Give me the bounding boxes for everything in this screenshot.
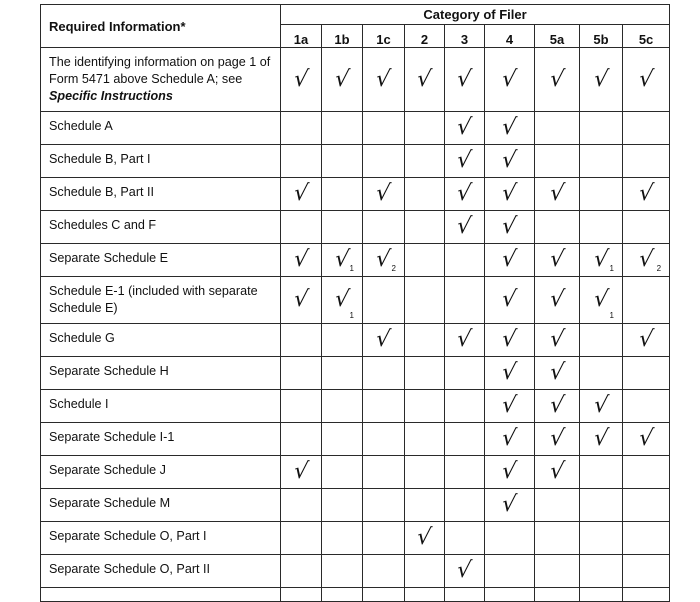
row-label (41, 456, 281, 489)
checkmark-icon: √ (500, 459, 519, 484)
check-cell-3 (445, 145, 485, 178)
check-cell-1c (363, 145, 405, 178)
checkmark-icon: √ (455, 66, 474, 92)
check-cell-5b (580, 522, 623, 555)
row-label (41, 112, 281, 145)
cutoff-cell (445, 588, 485, 602)
check-cell-5a (535, 112, 580, 145)
checkmark-icon: √ (292, 247, 310, 272)
checkmark-icon: √ (548, 360, 566, 385)
check-cell-2 (405, 390, 445, 423)
check-cell-3 (445, 244, 485, 277)
checkmark-icon: √ (292, 459, 310, 484)
checkmark-icon: √ (548, 459, 566, 484)
cutoff-cell (363, 588, 405, 602)
check-cell-5c (623, 244, 670, 277)
check-cell-3 (445, 178, 485, 211)
check-cell-4 (485, 456, 535, 489)
check-cell-5c (623, 178, 670, 211)
cutoff-cell (405, 588, 445, 602)
check-cell-3 (445, 211, 485, 244)
check-cell-5c (623, 277, 670, 324)
check-cell-1c (363, 178, 405, 211)
check-cell-1c (363, 522, 405, 555)
check-cell-5c (623, 390, 670, 423)
check-cell-1a (281, 489, 322, 522)
check-cell-5b (580, 178, 623, 211)
check-cell-5a (535, 211, 580, 244)
check-cell-5c (623, 423, 670, 456)
table-row (41, 211, 670, 244)
column-header-3: 3 (445, 25, 485, 48)
checkmark-icon: √ (455, 214, 474, 239)
check-cell-2 (405, 244, 445, 277)
check-cell-1a (281, 178, 322, 211)
cutoff-cell (281, 588, 322, 602)
footnote-number: 1 (349, 264, 354, 273)
column-header-5a: 5a (535, 25, 580, 48)
check-cell-2 (405, 112, 445, 145)
checkmark-icon: √ (415, 525, 434, 550)
check-cell-2 (405, 277, 445, 324)
table-row (41, 357, 670, 390)
table-row (41, 390, 670, 423)
row-label-text: Schedule B, Part I (49, 152, 151, 166)
checkmark-icon: √ (374, 66, 393, 92)
check-cell-2 (405, 48, 445, 112)
column-header-1b: 1b (322, 25, 363, 48)
checkmark-icon: √ (374, 181, 393, 206)
table-row (41, 423, 670, 456)
check-cell-1b (322, 211, 363, 244)
check-cell-1a (281, 456, 322, 489)
check-cell-5a (535, 522, 580, 555)
check-cell-5c (623, 48, 670, 112)
check-cell-2 (405, 423, 445, 456)
row-label-text: Separate Schedule O, Part I (49, 529, 207, 543)
row-label (41, 324, 281, 357)
check-cell-4 (485, 145, 535, 178)
checkmark-icon: √ (455, 327, 474, 352)
row-label-text: Separate Schedule E (49, 251, 169, 265)
check-cell-1b (322, 48, 363, 112)
row-label-text: Schedule E-1 (included with separate Schedule E) (49, 284, 258, 315)
checkmark-icon: √ (500, 214, 519, 239)
footnote-number: 1 (609, 264, 614, 273)
check-cell-3 (445, 324, 485, 357)
column-header-5c: 5c (623, 25, 670, 48)
row-label-text: Schedule B, Part II (49, 185, 155, 199)
check-cell-4 (485, 277, 535, 324)
check-cell-5a (535, 324, 580, 357)
checkmark-icon: √ (333, 247, 351, 272)
check-cell-1c (363, 211, 405, 244)
check-cell-1a (281, 423, 322, 456)
checkmark-icon: √ (548, 247, 566, 272)
checkmark-icon: √ (548, 287, 566, 312)
checkmark-icon: √ (500, 66, 519, 92)
table-row (41, 112, 670, 145)
check-cell-1b (322, 555, 363, 588)
check-cell-3 (445, 357, 485, 390)
checkmark-icon: √ (455, 181, 474, 206)
check-cell-5a (535, 244, 580, 277)
check-cell-3 (445, 48, 485, 112)
check-cell-5c (623, 522, 670, 555)
check-cell-1b (322, 390, 363, 423)
check-cell-1b (322, 145, 363, 178)
column-header-1c: 1c (363, 25, 405, 48)
check-cell-3 (445, 277, 485, 324)
checkmark-icon: √ (455, 115, 474, 140)
check-cell-4 (485, 211, 535, 244)
table-row (41, 178, 670, 211)
row-label (41, 489, 281, 522)
check-cell-5c (623, 489, 670, 522)
checkmark-icon: √ (500, 181, 519, 206)
table-row (41, 555, 670, 588)
check-cell-3 (445, 456, 485, 489)
checkmark-icon: √ (637, 426, 655, 451)
check-cell-1c (363, 277, 405, 324)
cutoff-cell (485, 588, 535, 602)
checkmark-icon: √ (500, 426, 519, 451)
checkmark-icon: √ (500, 287, 519, 312)
checkmark-icon: √ (500, 148, 519, 173)
row-label (41, 277, 281, 324)
check-cell-5c (623, 112, 670, 145)
cutoff-cell (535, 588, 580, 602)
checkmark-icon: √ (374, 247, 393, 272)
row-label-text: The identifying information on page 1 of Form 5471 above Schedule A; see (49, 55, 271, 86)
check-cell-2 (405, 211, 445, 244)
check-cell-3 (445, 112, 485, 145)
table-row (41, 48, 670, 112)
checkmark-icon: √ (592, 287, 610, 312)
checkmark-icon: √ (500, 327, 519, 352)
checkmark-icon: √ (500, 247, 519, 272)
check-cell-5b (580, 390, 623, 423)
checkmark-icon: √ (500, 360, 519, 385)
check-cell-1c (363, 357, 405, 390)
check-cell-4 (485, 555, 535, 588)
row-label (41, 145, 281, 178)
check-cell-5b (580, 112, 623, 145)
checkmark-icon: √ (333, 66, 351, 92)
check-cell-1c (363, 324, 405, 357)
check-cell-5b (580, 423, 623, 456)
check-cell-1a (281, 112, 322, 145)
check-cell-3 (445, 390, 485, 423)
checkmark-icon: √ (292, 66, 310, 92)
check-cell-2 (405, 178, 445, 211)
checkmark-icon: √ (292, 287, 310, 312)
check-cell-5c (623, 357, 670, 390)
check-cell-4 (485, 423, 535, 456)
check-cell-1b (322, 277, 363, 324)
table-row (41, 244, 670, 277)
check-cell-3 (445, 423, 485, 456)
check-cell-1a (281, 357, 322, 390)
check-cell-5a (535, 456, 580, 489)
check-cell-5a (535, 178, 580, 211)
check-cell-1a (281, 145, 322, 178)
row-label-emphasis: Specific Instructions (49, 89, 173, 103)
checkmark-icon: √ (500, 115, 519, 140)
cutoff-cell (580, 588, 623, 602)
check-cell-4 (485, 390, 535, 423)
checkmark-icon: √ (637, 66, 655, 92)
check-cell-5a (535, 357, 580, 390)
row-label-text: Schedule A (49, 119, 113, 133)
column-header-1a: 1a (281, 25, 322, 48)
checkmark-icon: √ (455, 148, 474, 173)
row-label (41, 244, 281, 277)
check-cell-4 (485, 522, 535, 555)
row-label (41, 423, 281, 456)
check-cell-5c (623, 555, 670, 588)
row-label-text: Separate Schedule I-1 (49, 430, 175, 444)
check-cell-2 (405, 489, 445, 522)
row-label (41, 357, 281, 390)
table-row (41, 277, 670, 324)
row-label (41, 48, 281, 112)
check-cell-5b (580, 324, 623, 357)
check-cell-1b (322, 489, 363, 522)
row-label-text: Schedule G (49, 331, 115, 345)
footnote-number: 1 (349, 311, 354, 320)
check-cell-5a (535, 489, 580, 522)
row-label-text: Separate Schedule M (49, 496, 171, 510)
check-cell-5a (535, 277, 580, 324)
check-cell-5b (580, 357, 623, 390)
check-cell-2 (405, 456, 445, 489)
row-label (41, 178, 281, 211)
check-cell-1a (281, 211, 322, 244)
check-cell-5a (535, 390, 580, 423)
checkmark-icon: √ (548, 327, 566, 352)
filer-requirements-table (40, 4, 670, 602)
check-cell-5c (623, 324, 670, 357)
check-cell-5b (580, 244, 623, 277)
check-cell-2 (405, 522, 445, 555)
check-cell-1a (281, 48, 322, 112)
table-row (41, 324, 670, 357)
check-cell-1c (363, 112, 405, 145)
check-cell-5a (535, 555, 580, 588)
table-row (41, 456, 670, 489)
cutoff-cell (41, 588, 281, 602)
check-cell-4 (485, 112, 535, 145)
table-row (41, 522, 670, 555)
row-label-text: Separate Schedule O, Part II (49, 562, 211, 576)
check-cell-1b (322, 357, 363, 390)
table-row-cutoff (41, 588, 670, 602)
footnote-number: 2 (391, 264, 396, 273)
check-cell-4 (485, 489, 535, 522)
check-cell-2 (405, 324, 445, 357)
check-cell-1a (281, 324, 322, 357)
checkmark-icon: √ (500, 492, 519, 517)
check-cell-1a (281, 522, 322, 555)
check-cell-5b (580, 145, 623, 178)
checkmark-icon: √ (548, 66, 566, 92)
row-label-text: Schedule I (49, 397, 109, 411)
check-cell-5c (623, 456, 670, 489)
check-cell-1c (363, 423, 405, 456)
cutoff-cell (322, 588, 363, 602)
row-label-text: Schedules C and F (49, 218, 157, 232)
check-cell-2 (405, 555, 445, 588)
check-cell-4 (485, 48, 535, 112)
required-information-header: Required Information* (41, 5, 281, 48)
checkmark-icon: √ (637, 247, 655, 272)
check-cell-4 (485, 178, 535, 211)
check-cell-1b (322, 324, 363, 357)
row-label (41, 555, 281, 588)
cutoff-cell (623, 588, 670, 602)
checkmark-icon: √ (548, 181, 566, 206)
category-of-filer-header: Category of Filer (281, 5, 670, 25)
check-cell-5a (535, 145, 580, 178)
check-cell-1b (322, 456, 363, 489)
check-cell-4 (485, 357, 535, 390)
footnote-number: 1 (609, 311, 614, 320)
check-cell-1b (322, 112, 363, 145)
row-label (41, 522, 281, 555)
check-cell-5c (623, 145, 670, 178)
check-cell-2 (405, 145, 445, 178)
row-label-text: Separate Schedule H (49, 364, 169, 378)
check-cell-2 (405, 357, 445, 390)
checkmark-icon: √ (592, 66, 610, 92)
checkmark-icon: √ (548, 426, 566, 451)
checkmark-icon: √ (592, 426, 610, 451)
check-cell-5a (535, 423, 580, 456)
check-cell-1b (322, 244, 363, 277)
check-cell-1c (363, 48, 405, 112)
check-cell-1b (322, 423, 363, 456)
check-cell-1b (322, 522, 363, 555)
check-cell-1c (363, 489, 405, 522)
check-cell-1c (363, 390, 405, 423)
column-header-4: 4 (485, 25, 535, 48)
check-cell-5b (580, 277, 623, 324)
row-label-text: Separate Schedule J (49, 463, 166, 477)
checkmark-icon: √ (637, 181, 655, 206)
table-row (41, 489, 670, 522)
checkmark-icon: √ (415, 66, 434, 92)
check-cell-1c (363, 555, 405, 588)
check-cell-1a (281, 277, 322, 324)
check-cell-5b (580, 211, 623, 244)
column-header-2: 2 (405, 25, 445, 48)
check-cell-5c (623, 211, 670, 244)
check-cell-1a (281, 244, 322, 277)
check-cell-3 (445, 555, 485, 588)
check-cell-5b (580, 456, 623, 489)
column-header-5b: 5b (580, 25, 623, 48)
checkmark-icon: √ (500, 393, 519, 418)
check-cell-1b (322, 178, 363, 211)
checkmark-icon: √ (592, 247, 610, 272)
check-cell-4 (485, 324, 535, 357)
check-cell-3 (445, 522, 485, 555)
check-cell-5b (580, 555, 623, 588)
checkmark-icon: √ (292, 181, 310, 206)
check-cell-1a (281, 390, 322, 423)
check-cell-4 (485, 244, 535, 277)
row-label (41, 211, 281, 244)
footnote-number: 2 (656, 264, 662, 273)
check-cell-1c (363, 244, 405, 277)
check-cell-5b (580, 48, 623, 112)
checkmark-icon: √ (333, 287, 351, 312)
check-cell-1c (363, 456, 405, 489)
check-cell-5b (580, 489, 623, 522)
checkmark-icon: √ (374, 327, 393, 352)
checkmark-icon: √ (592, 393, 610, 418)
checkmark-icon: √ (637, 327, 655, 352)
check-cell-3 (445, 489, 485, 522)
table-row (41, 145, 670, 178)
row-label (41, 390, 281, 423)
check-cell-5a (535, 48, 580, 112)
check-cell-1a (281, 555, 322, 588)
checkmark-icon: √ (548, 393, 566, 418)
checkmark-icon: √ (455, 558, 474, 583)
